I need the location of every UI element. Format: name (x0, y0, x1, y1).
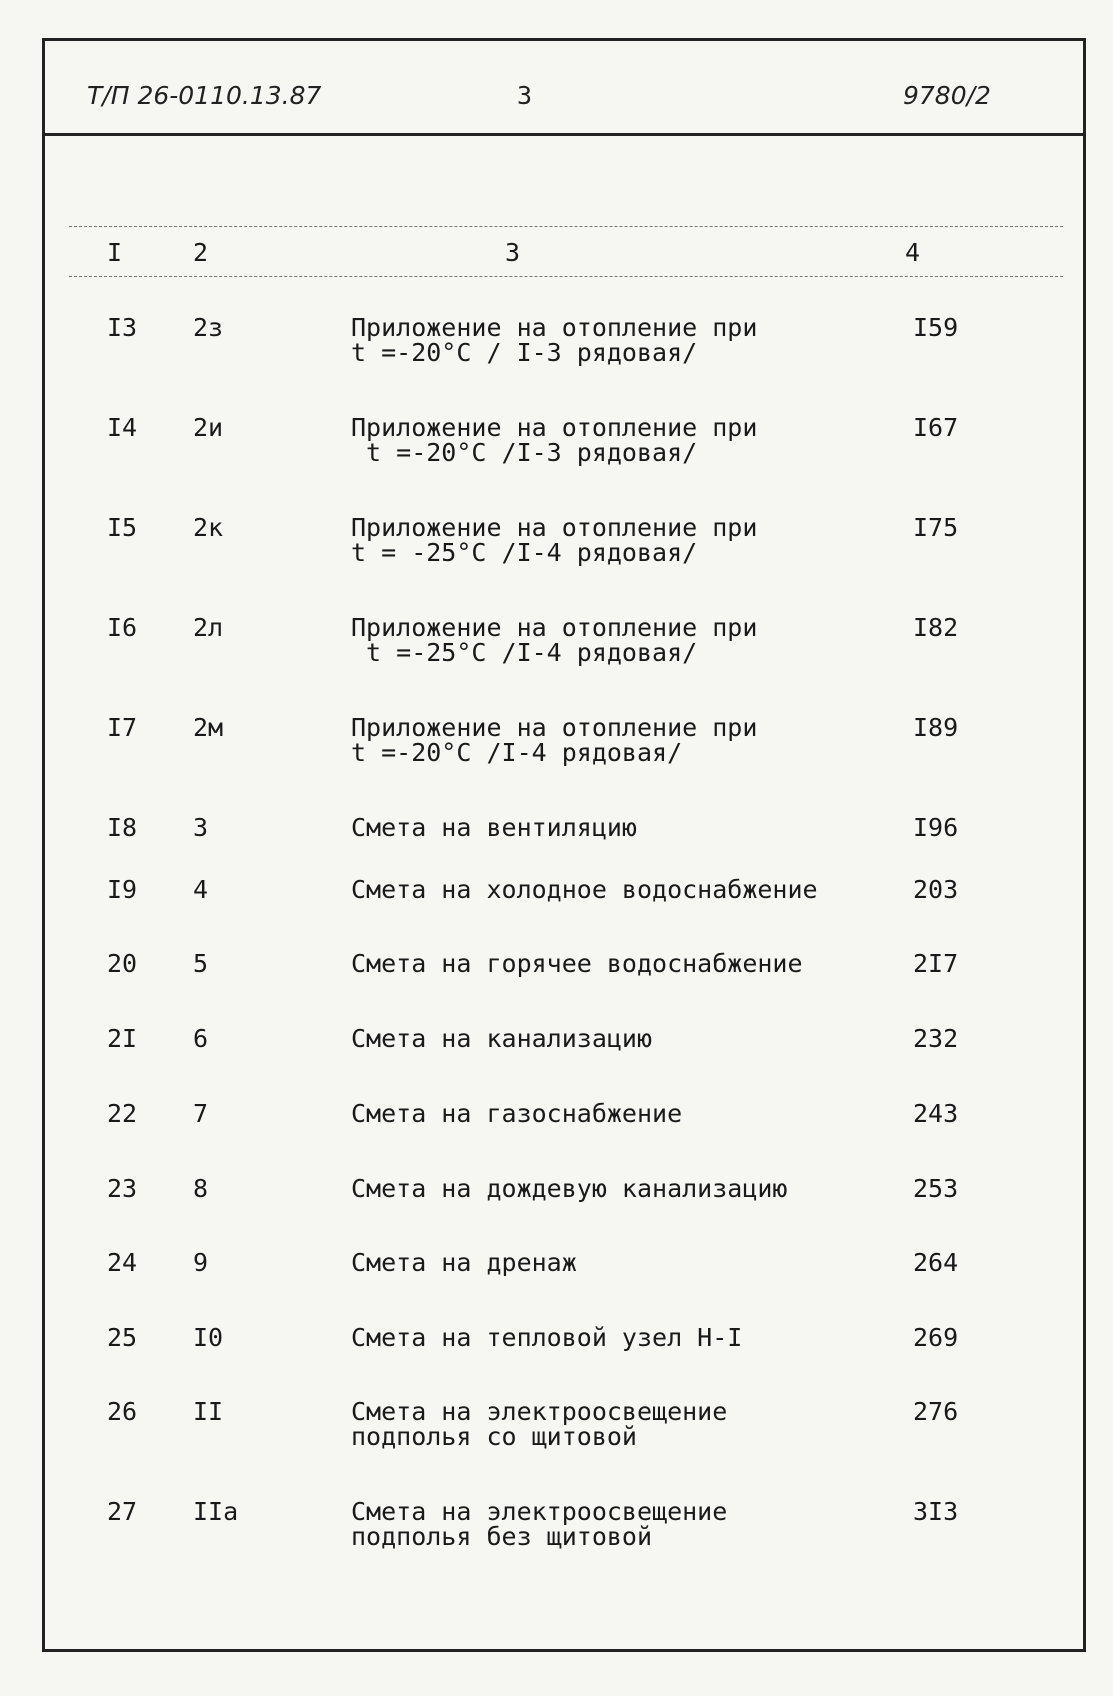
description-line-2: t =-20°С /I-4 рядовая/ (351, 738, 683, 767)
description (351, 1399, 727, 1449)
description-line-1: Смета на электроосвещение (351, 1497, 728, 1526)
page-reference: 264 (913, 1248, 959, 1277)
description (351, 815, 637, 840)
description (351, 1325, 742, 1350)
description (351, 615, 757, 665)
description-line-1: Смета на горячее водоснабжение (351, 949, 803, 978)
row-number: 27 (107, 1497, 138, 1526)
section-number: 2м (193, 713, 224, 742)
table-top-rule (69, 226, 1063, 227)
column-header-3: 3 (505, 238, 521, 267)
description-line-1: Смета на дренаж (351, 1248, 577, 1277)
header-divider (45, 133, 1083, 136)
description-line-1: Смета на дождевую канализацию (351, 1174, 788, 1203)
section-number: 4 (193, 875, 209, 904)
section-number: 5 (193, 949, 209, 978)
section-number: 6 (193, 1024, 209, 1053)
row-number: I4 (107, 413, 138, 442)
page-reference: 253 (913, 1174, 959, 1203)
page-reference: 243 (913, 1099, 959, 1128)
section-number: I0 (193, 1323, 224, 1352)
section-number: 2к (193, 513, 224, 542)
row-number: 2I (107, 1024, 138, 1053)
description-line-1: Смета на тепловой узел Н-I (351, 1323, 743, 1352)
row-number: 20 (107, 949, 138, 978)
description-line-2: t = -25°С /I-4 рядовая/ (351, 538, 698, 567)
page-reference: I96 (913, 813, 959, 842)
section-number: 7 (193, 1099, 209, 1128)
description (351, 1101, 682, 1126)
description (351, 715, 757, 765)
description (351, 877, 818, 902)
section-number: 3 (193, 813, 209, 842)
description-line-1: Смета на вентиляцию (351, 813, 637, 842)
description (351, 1250, 577, 1275)
description-line-1: Приложение на отопление при (351, 613, 758, 642)
description (351, 1499, 727, 1549)
description-line-1: Приложение на отопление при (351, 713, 758, 742)
page-number: 3 (517, 81, 533, 110)
row-number: I7 (107, 713, 138, 742)
column-header-2: 2 (193, 238, 209, 267)
description-line-1: Смета на канализацию (351, 1024, 653, 1053)
row-number: I5 (107, 513, 138, 542)
description (351, 415, 757, 465)
row-number: 23 (107, 1174, 138, 1203)
description-line-1: Приложение на отопление при (351, 313, 758, 342)
description-line-2: подполья без щитовой (351, 1522, 653, 1551)
row-number: I9 (107, 875, 138, 904)
page-reference: I89 (913, 713, 959, 742)
description-line-1: Приложение на отопление при (351, 513, 758, 542)
description-line-2: t =-25°С /I-4 рядовая/ (351, 638, 698, 667)
row-number: 25 (107, 1323, 138, 1352)
document-number: 9780/2 (903, 81, 991, 110)
row-number: I8 (107, 813, 138, 842)
description (351, 1026, 652, 1051)
page-reference: I75 (913, 513, 959, 542)
row-number: 22 (107, 1099, 138, 1128)
section-number: 8 (193, 1174, 209, 1203)
page-reference: I59 (913, 313, 959, 342)
section-number: IIа (193, 1497, 239, 1526)
description-line-2: t =-20°С /I-3 рядовая/ (351, 438, 698, 467)
section-number: II (193, 1397, 224, 1426)
row-number: I3 (107, 313, 138, 342)
column-header-1: I (107, 238, 123, 267)
section-number: 9 (193, 1248, 209, 1277)
description (351, 315, 757, 365)
document-code: Т/П 26-0110.13.87 (87, 81, 322, 110)
description (351, 1176, 788, 1201)
description (351, 515, 757, 565)
row-number: 24 (107, 1248, 138, 1277)
description-line-2: t =-20°С / I-3 рядовая/ (351, 338, 698, 367)
description-line-1: Смета на холодное водоснабжение (351, 875, 818, 904)
row-number: I6 (107, 613, 138, 642)
row-number: 26 (107, 1397, 138, 1426)
description-line-1: Смета на газоснабжение (351, 1099, 683, 1128)
section-number: 2з (193, 313, 224, 342)
page-reference: 269 (913, 1323, 959, 1352)
page-reference: 203 (913, 875, 959, 904)
description (351, 951, 803, 976)
column-header-4: 4 (905, 238, 921, 267)
document-frame (42, 38, 1086, 1652)
page-reference: I82 (913, 613, 959, 642)
page-reference: 3I3 (913, 1497, 959, 1526)
page-reference: 2I7 (913, 949, 959, 978)
description-line-2: подполья со щитовой (351, 1422, 637, 1451)
table-header-rule (69, 276, 1063, 277)
description-line-1: Смета на электроосвещение (351, 1397, 728, 1426)
page-reference: 232 (913, 1024, 959, 1053)
description-line-1: Приложение на отопление при (351, 413, 758, 442)
page-reference: I67 (913, 413, 959, 442)
section-number: 2и (193, 413, 224, 442)
section-number: 2л (193, 613, 224, 642)
page-reference: 276 (913, 1397, 959, 1426)
